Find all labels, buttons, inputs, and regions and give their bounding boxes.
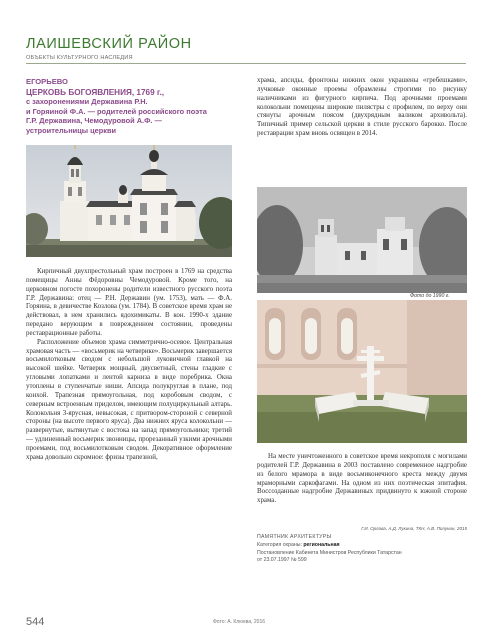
article-headline <box>26 88 221 135</box>
graves-photo <box>257 300 467 443</box>
headline-line-1: ЦЕРКОВЬ БОГОЯВЛЕНИЯ, 1769 г., <box>26 88 165 97</box>
photo-credit: Фото: А. Клюева, 2016 <box>213 619 266 625</box>
protection-category <box>257 542 477 550</box>
paragraph-necropolis: На месте уничтоженного в советское время некрополя с могилами родителей Г.Р. Державина в 2003 поставлено современное надгробие из белого мрамора в виде восьмиконечного креста между двумя мраморными саркофагами. На одном из них поэтическая эпитафия. Воссозданные надгробие Державиных придвинуто к южной стороне храма. <box>257 453 467 505</box>
headline-line-5: устроительницы церкви <box>26 125 117 135</box>
paragraph-architecture: Расположение объемов храма симметрично-осевое. Центральная храмовая часть — «восьмерик на четверике». Восьмерик завершается восьмилотковым сводом с небольшой луковичной главкой на высокой шейке. Четверик мощный, двусветный, стены гладкие с угловыми лопатками и лентой карниза в виде поребрика. Окна утоплены в ступенчатые ниши. Апсида полукруглая в плане, под конхой. Трапезная прямоугольная, под коробовым сводом, с северным встроенным приделом, имеющим полуциркульный алтарь. Колокольня 3-ярусная, невысокая, с притвором-стороной с северной стороны (на высоте первого яруса). Два нижних яруса колокольни — развернутые, вытянутые с востока на запад прямоугольники; третий — удлиненный восьмерик звонницы, прорезанный узкими арочными проемами, под восьмилотковым сводом. Декоративное оформление храма довольно скромное: фризы трапезной, <box>26 338 232 461</box>
church-photo <box>26 145 232 257</box>
page-number: 544 <box>26 616 45 628</box>
decree-line-2: от 23.07.1997 № 599 <box>257 557 307 564</box>
article-body-right-middle <box>257 453 467 506</box>
category-label: Категория охраны: <box>257 541 302 548</box>
category-value: региональная <box>303 541 340 548</box>
header-divider <box>26 63 466 64</box>
decree-line-1: Постановление Кабинета Министров Республики Татарстан <box>257 549 402 556</box>
headline-line-2: с захоронениями Державина Р.Н. <box>26 97 148 107</box>
paragraph-decoration: храма, апсиды, фронтоны нижних окон украшены «гребешками», лучковые оконные проемы обрамлены строгими по рисунку наличниками из фигурного кирпича. Под арочными проемами колокольни помещены широкие пилястры с профилем, по верху они стянуты арочным поясом (двухрядным валиком архивольта). Типичный пример сельской церкви в стиле русского барокко. После реставрации храм вновь освящен в 2014. <box>257 77 467 138</box>
headline-line-4: Г.Р. Державина, Чемодуровой А.Ф. — <box>26 116 162 126</box>
section-title: ЛАИШЕВСКИЙ РАЙОН <box>26 36 192 52</box>
headline-line-3: и Горяиной Ф.А. — родителей российского поэта <box>26 106 207 116</box>
authors-credit: Г.И. Орлова, А.Д. Лукина, ТКН, А.В. Полунин, 2015 <box>361 526 467 531</box>
paragraph-history: Кирпичный двухпрестольный храм построен в 1769 на средства помещицы Анны Фёдоровны Чемодуровой. Кроме того, на церковном погосте похоронены родители известного русского поэта Г.Р. Державина: отец — Р.Н. Державин (ум. 1753), мать — Ф.А. Горяина, в девичестве Козлова (ум. 1784). В советское время храм не действовал, в нем хранились ядохимикаты. В кон. 1990-х здание передано верующим в поврежденном состоянии, проведены реставрационные работы. <box>26 268 232 337</box>
monument-info <box>257 534 477 565</box>
article-body-left <box>26 268 232 463</box>
article-body-right-top <box>257 77 467 139</box>
archival-photo <box>257 187 467 293</box>
place-name: ЕГОРЬЕВО <box>26 77 68 86</box>
monument-heading: ПАМЯТНИК АРХИТЕКТУРЫ <box>257 534 332 540</box>
section-subtitle: ОБЪЕКТЫ КУЛЬТУРНОГО НАСЛЕДИЯ <box>26 55 133 61</box>
archival-photo-caption: Фото до 1990 г. <box>410 293 450 299</box>
